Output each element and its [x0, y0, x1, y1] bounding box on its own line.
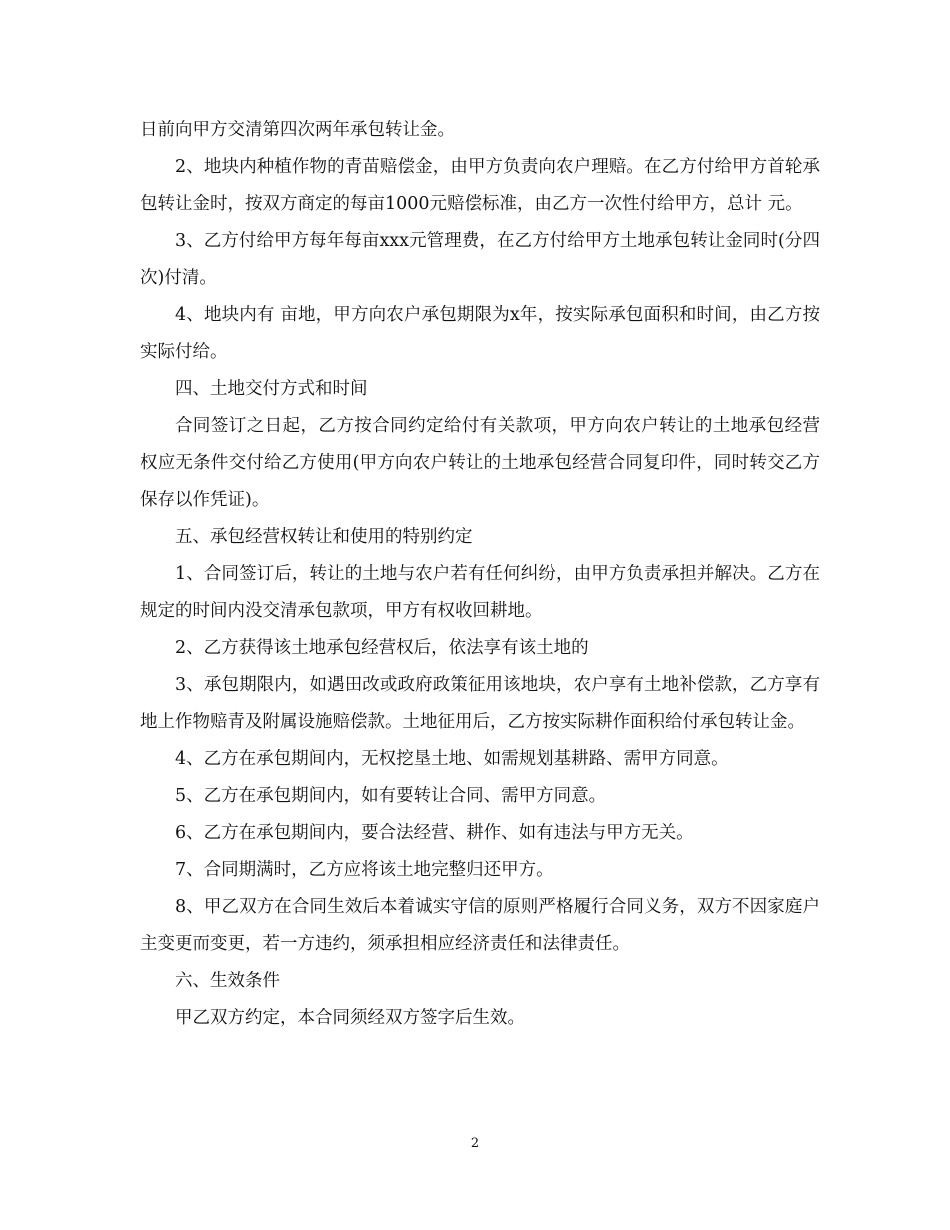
paragraph-10: 3、承包期限内，如遇田改或政府政策征用该地块，农户享有土地补偿款，乙方享有地上作物赔青及附属设施赔偿款。土地征用后，乙方按实际耕作面积给付承包转让金。: [140, 675, 820, 732]
paragraph-2: 2、地块内种植作物的青苗赔偿金，由甲方负责向农户理赔。在乙方付给甲方首轮承包转让金时，按双方商定的每亩1000元赔偿标准，由乙方一次性付给甲方，总计 元。: [140, 157, 820, 214]
paragraph-14: 7、合同期满时，乙方应将该土地完整归还甲方。: [175, 860, 554, 880]
paragraph-17: 甲乙双方约定，本合同须经双方签字后生效。: [175, 1008, 525, 1028]
paragraph-15: 8、甲乙双方在合同生效后本着诚实守信的原则严格履行合同义务，双方不因家庭户主变更而变更，若一方违约，须承担相应经济责任和法律责任。: [140, 897, 820, 954]
paragraph-4: 4、地块内有 亩地，甲方向农户承包期限为x年，按实际承包面积和时间，由乙方按实际付给。: [140, 305, 820, 362]
paragraph-9: 2、乙方获得该土地承包经营权后，依法享有该土地的: [175, 638, 589, 658]
paragraph-8: 1、合同签订后，转让的土地与农户若有任何纠纷，由甲方负责承担并解决。乙方在规定的时间内没交清承包款项，甲方有权收回耕地。: [140, 564, 820, 621]
section-heading-4: 四、土地交付方式和时间: [175, 379, 368, 399]
paragraph-13: 6、乙方在承包期间内，要合法经营、耕作、如有违法与甲方无关。: [175, 823, 694, 843]
paragraph-12: 5、乙方在承包期间内，如有要转让合同、需甲方同意。: [175, 786, 607, 806]
section-heading-5: 五、承包经营权转让和使用的特别约定: [175, 527, 473, 547]
paragraph-6: 合同签订之日起，乙方按合同约定给付有关款项，甲方向农户转让的土地承包经营权应无条件交付给乙方使用(甲方向农户转让的土地承包经营合同复印件，同时转交乙方保存以作凭证)。: [140, 416, 820, 510]
paragraph-3: 3、乙方付给甲方每年每亩xxx元管理费，在乙方付给甲方土地承包转让金同时(分四次)付清。: [140, 231, 820, 288]
document-body: [140, 112, 820, 1037]
page-number: 2: [470, 1136, 480, 1151]
section-heading-6: 六、生效条件: [175, 971, 280, 991]
paragraph-11: 4、乙方在承包期间内，无权挖垦土地、如需规划基耕路、需甲方同意。: [175, 749, 729, 769]
paragraph-1: 日前向甲方交清第四次两年承包转让金。: [140, 120, 455, 140]
